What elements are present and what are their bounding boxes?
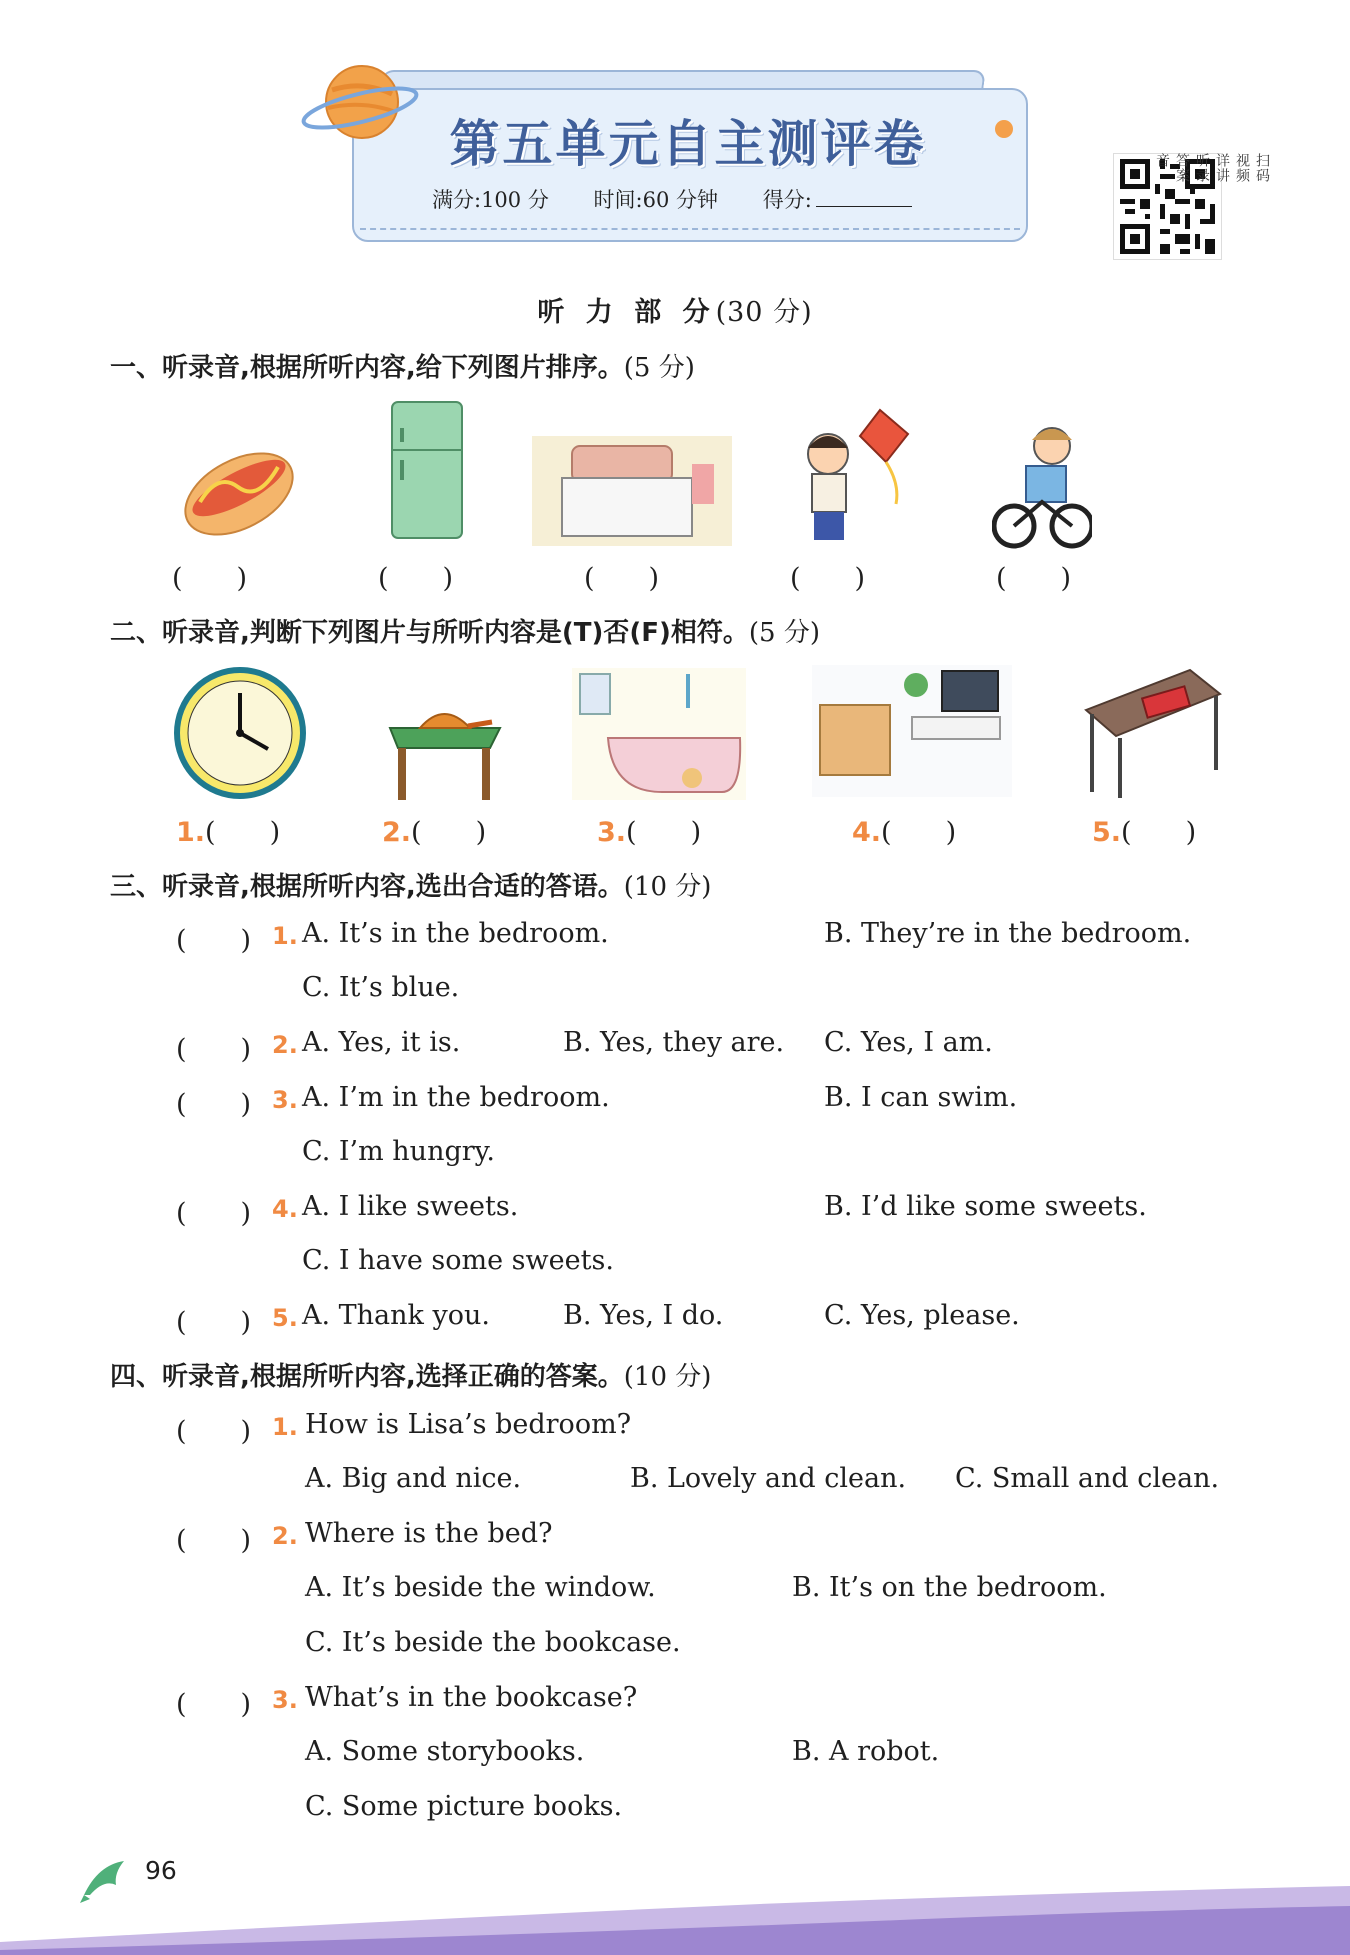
answer-blank[interactable]: ( ) <box>790 563 866 594</box>
option-b: B. Yes, I do. <box>563 1300 724 1331</box>
item-3[interactable]: 3.( ) <box>597 817 702 848</box>
answer-blank[interactable]: ( ) <box>176 1198 252 1229</box>
answer-blank[interactable]: ( ) <box>176 1034 252 1065</box>
answer-blank[interactable]: ( ) <box>176 1416 252 1447</box>
option-a: A. Yes, it is. <box>302 1027 461 1058</box>
question-number: 3. <box>272 1086 298 1114</box>
fridge-icon <box>388 398 468 546</box>
question-number: 5. <box>272 1304 298 1332</box>
exam-info <box>432 184 950 214</box>
score-blank-line <box>816 206 912 207</box>
item-5[interactable]: 5.( ) <box>1092 817 1197 848</box>
section-2-title: 二、听录音,判断下列图片与所听内容是(T)否(F)相符。(5 分) <box>110 618 821 648</box>
living-room-icon <box>812 665 1012 797</box>
question-number: 2. <box>272 1031 298 1059</box>
page-title: 第五单元自主测评卷 <box>449 115 927 173</box>
option-c: C. Small and clean. <box>955 1463 1220 1494</box>
cap-on-table-icon <box>380 698 510 802</box>
answer-blank[interactable]: ( ) <box>176 1307 252 1338</box>
item-2[interactable]: 2.( ) <box>382 817 487 848</box>
section-1-title: 一、听录音,根据所听内容,给下列图片排序。(5 分) <box>110 353 695 383</box>
option-c: C. Some picture books. <box>305 1791 623 1822</box>
option-a: A. I like sweets. <box>302 1191 519 1222</box>
boy-with-kite-icon <box>780 404 930 552</box>
question-text: Where is the bed? <box>305 1518 553 1549</box>
answer-blank[interactable]: ( ) <box>176 1089 252 1120</box>
bathroom-icon <box>572 668 746 800</box>
option-c: C. Yes, please. <box>824 1300 1020 1331</box>
score-field: 得分: <box>763 188 950 212</box>
footer-wave <box>0 1880 1350 1955</box>
question-number: 2. <box>272 1522 298 1550</box>
section-3-title: 三、听录音,根据所听内容,选出合适的答语。(10 分) <box>110 872 712 902</box>
page-number: 96 <box>145 1856 177 1885</box>
option-b: B. They’re in the bedroom. <box>824 918 1192 949</box>
option-b: B. It’s on the bedroom. <box>792 1572 1107 1603</box>
clock-icon <box>172 665 308 800</box>
option-c: C. Yes, I am. <box>824 1027 993 1058</box>
option-b: B. Yes, they are. <box>563 1027 785 1058</box>
question-number: 4. <box>272 1195 298 1223</box>
question-number: 3. <box>272 1686 298 1714</box>
option-b: B. I’d like some sweets. <box>824 1191 1147 1222</box>
option-a: A. It’s beside the window. <box>305 1572 656 1603</box>
option-c: C. It’s beside the bookcase. <box>305 1627 681 1658</box>
time-limit: 时间:60 分钟 <box>593 188 719 212</box>
bedroom-icon <box>532 436 732 546</box>
listening-part-heading: 听 力 部 分(30 分) <box>537 297 813 328</box>
option-a: A. It’s in the bedroom. <box>302 918 609 949</box>
full-score: 满分:100 分 <box>432 188 549 212</box>
qr-caption: 扫码 视频 详讲 听录 答案 音 <box>1154 153 1270 183</box>
question-number: 1. <box>272 1413 298 1441</box>
question-text: What’s in the bookcase? <box>305 1682 638 1713</box>
item-4[interactable]: 4.( ) <box>852 817 957 848</box>
option-a: A. Thank you. <box>302 1300 490 1331</box>
boy-on-bike-icon <box>992 418 1092 552</box>
option-a: A. Some storybooks. <box>305 1736 585 1767</box>
answer-blank[interactable]: ( ) <box>378 563 454 594</box>
answer-blank[interactable]: ( ) <box>172 563 248 594</box>
option-b: B. Lovely and clean. <box>630 1463 907 1494</box>
question-number: 1. <box>272 922 298 950</box>
option-c: C. It’s blue. <box>302 972 460 1003</box>
option-b: B. I can swim. <box>824 1082 1018 1113</box>
option-a: A. Big and nice. <box>305 1463 522 1494</box>
item-1[interactable]: 1.( ) <box>176 817 281 848</box>
option-a: A. I’m in the bedroom. <box>302 1082 610 1113</box>
answer-blank[interactable]: ( ) <box>176 1689 252 1720</box>
answer-blank[interactable]: ( ) <box>176 925 252 956</box>
option-b: B. A robot. <box>792 1736 940 1767</box>
section-4-title: 四、听录音,根据所听内容,选择正确的答案。(10 分) <box>110 1362 712 1392</box>
box-on-table-icon <box>1080 660 1224 800</box>
hot-dog-icon <box>178 432 300 544</box>
option-c: C. I have some sweets. <box>302 1245 614 1276</box>
option-c: C. I’m hungry. <box>302 1136 495 1167</box>
answer-blank[interactable]: ( ) <box>176 1525 252 1556</box>
answer-blank[interactable]: ( ) <box>996 563 1072 594</box>
answer-blank[interactable]: ( ) <box>584 563 660 594</box>
question-text: How is Lisa’s bedroom? <box>305 1409 632 1440</box>
banner-dashed-line <box>360 228 1020 230</box>
